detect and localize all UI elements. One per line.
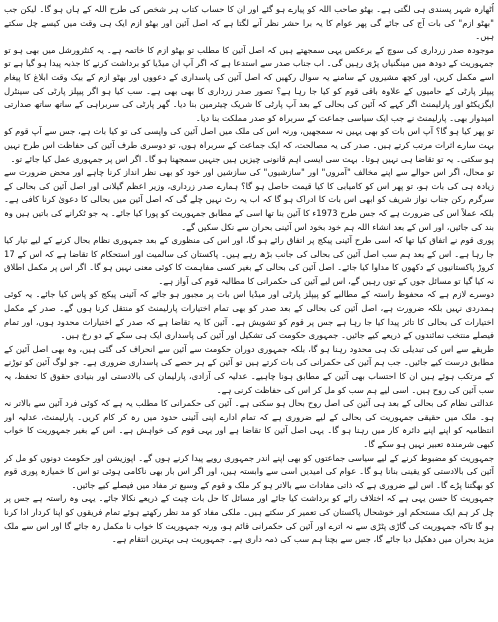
article-paragraph: اُٹھارہ شہر پسندی ہی لگتی ہے۔ بھٹو صاحب اللہ کو پیارے ہو گئے اور ان کا حساب کتاب ہر شخص کی طرح اللہ کے ہاں ہو گا۔ لیکن جب "بھٹو ازم" کی بات آج کی جائے گی پھر عوام کا یہ برا حشر نظر آنے لگتا ہے کہ اصل آئین اور بھٹو ازم ایک ہی وقت میں کیسے چل سکتے ہیں۔ xyxy=(4,4,494,42)
article-paragraph: تو محال، اگر اس حوالے سے اپنے مخالف "آمروں" اور "سازشیوں" کی سازشیں اور خود کو بھی نظر انداز کرنا چاہے اور محض ضرورت سے زیادہ ہی کی بات ہو، تو پھر اس کو کامیابی کا کیا قیمت حاصل ہو گا؟ ہمارے صدر زرداری، وزیر اعظم گیلانی اور اصل آئین کی بحالی کے سرگرم رکن جناب نواز شریف کو ابھی اس بات کا ادراک ہو گا کہ اب یہ رٹ نہیں چلے گی کہ اصل آئین میں بحالی کا دعویٰ کرنا کافی ہے۔ بلکہ عملاً اس کی ضرورت ہے کہ جس طرح 1973ء کا آئین بنا تھا اسی کے مطابق جمہوریت کو پورا کیا جائے۔ یہ جو ٹکرانے کی باتیں ہیں وہ بند کی جائیں، اور اس کے بعد انشاء اللہ ہم خود بخود اس آئینی بحران سے نکل سکیں گے۔ xyxy=(4,167,494,232)
article-paragraph: موجودہ صدر زرداری کی سوچ کے برعکس یہی سمجھتے ہیں کہ اصل آئین کا مطلب تو بھٹو ازم کا خاتمہ ہے۔ یہ کنٹرورشل میں بھی ہو تو جمہوریت کے دودھ میں مینگنیاں پڑی رہیں گی۔ اب جناب صدر سے استدعا ہے کہ اگر آپ ان میڈیا کو برداشت کرنے کا جذبہ پیدا ہو گیا ہے تو اسے مکمل کریں، اور کچھ مشیروں کے سامنے یہ سوال رکھیں کہ اصل آئین کی پاسداری کے دعووں اور بھٹو ازم کے بیک وقت ابلاغ کا پیغام پیپلز پارٹی کے حامیوں کے علاوہ باقی قوم کو کیا جا رہا ہے؟ تصور صدر زرداری کا بھی بھی ہے۔ سب کیا ہو اگر پیپلز پارٹی کی سینٹرل ایگزیکٹو اور پارلیمنٹ اگر کہے کہ آئین کی بحالی کے بعد آپ پارٹی کا شریک چیئرمین بنا دیا۔ گھر پارٹی کی سربراہی کے ساتھ ساتھ صدارتی امیدوار بھی۔ پارلیمنٹ نے جب ایک سیاسی جماعت کے سربراہ کو صدر مملکت بنا دیا۔ xyxy=(4,44,494,123)
article-paragraph: جمہوریت کو مضبوط کرنے کے لیے سیاسی جماعتوں کو بھی اپنے اندر جمہوری رویے پیدا کرنے ہوں گے۔ اپوزیشن اور حکومت دونوں کو مل کر آئین کی بالادستی کو یقینی بنانا ہو گا۔ عوام کی امیدیں اسی سے وابستہ ہیں، اور اگر اس بار بھی ناکامی ہوئی تو اس کا خمیازہ پوری قوم کو بھگتنا پڑے گا۔ اس لیے ضروری ہے کہ ذاتی مفادات سے بالاتر ہو کر ملک و قوم کے وسیع تر مفاد میں فیصلے کیے جائیں۔ xyxy=(4,452,494,490)
article-body xyxy=(4,3,494,547)
newspaper-column xyxy=(4,3,494,619)
article-paragraph: طریقے سے اس کی تبدیلی تک ہی محدود رہنا ہو گا، بلکہ جمہوری دوران حکومت سے آئین سے انحراف کی گئی ہیں، وہ بھی اصل آئین کے مطابق درست کیے جائیں۔ جب ہم آئین کی حکمرانی کی بات کرتے ہیں تو آئین کے ہر حصے کی پاسداری ضروری ہے۔ جو لوگ آئین کو توڑنے کے مرتکب ہوئے ہیں ان کا احتساب بھی آئین کے مطابق ہونا چاہیے۔ عدلیہ کی آزادی، پارلیمان کی بالادستی اور بنیادی حقوق کا تحفظ، یہ سب آئین کی روح ہیں۔ اسی لیے ہم سب کو مل کر اس کی حفاظت کرنی ہے۔ xyxy=(4,343,494,395)
article-paragraph: جمہوریت کا حسن یہی ہے کہ اختلاف رائے کو برداشت کیا جائے اور مسائل کا حل بات چیت کے ذریعے نکالا جائے۔ یہی وہ راستہ ہے جس پر چل کر ہم ایک مستحکم اور خوشحال پاکستان کی تعمیر کر سکتے ہیں۔ ملکی مفاد کو مد نظر رکھتے ہوئے تمام فریقوں کو اپنا کردار ادا کرنا ہو گا تاکہ جمہوریت کی گاڑی پٹڑی سے نہ اترے اور آئین کی حکمرانی قائم ہو، ورنہ جمہوریت کا خواب نا مکمل رہ جائے گا اور اس سے ملک مزید بحران میں دھکیل دیا جائے گا، جس سے بچنا ہم سب کی ذمہ داری ہے۔ جمہوریت ہی بہترین انتقام ہے۔ xyxy=(4,493,494,545)
article-paragraph: پوری قوم نے اتفاق کیا تھا کہ اسی طرح آئینی پیکج پر اتفاق رائے ہو گا، اور اس کی منظوری کے بعد جمہوری نظام بحال کرنے کے لیے تیار کیا جا رہا ہے۔ اس کے بعد ہم سب اصل آئین کی بحالی کی جانب بڑھ رہے ہیں۔ پاکستان کی سالمیت اور استحکام کا تقاضا ہے کہ اس کے 17 کروڑ پاکستانیوں کے دکھوں کا مداوا کیا جائے۔ اصل آئین کی بحالی کے بغیر کسی مفاہمت کا کوئی معنی نہیں ہو گا۔ اگر اس پر مکمل اطلاق نہ کیا گیا تو مسائل جوں کے توں رہیں گے، اس لیے آئین کی حکمرانی کا مطالبہ قوم کی آواز ہے۔ xyxy=(4,235,494,286)
article-paragraph: دوسرے لازم ہے کہ محفوظ راستہ کے مطالبے کو پیپلز پارٹی اور میڈیا اس بات پر مجبور ہو جائے کہ آئینی پیکج کو پاس کیا جائے۔ یہ کوئی ہمدردی نہیں بلکہ ضرورت ہے، اصل آئین کی بحالی کے بعد صدر کو بھی تمام اختیارات پارلیمنٹ کو منتقل کرنا ہوں گے۔ صدر کے مکمل اختیارات کی بحالی کا تاثر پیدا کیا جا رہا ہے جس پر قوم کو تشویش ہے۔ آئین کا یہ تقاضا ہے کہ صدر کے اختیارات محدود ہوں، اور تمام فیصلے منتخب نمائندوں کے ذریعے کیے جائیں۔ جمہوری حکومت کی تشکیل اور آئین کی پاسداری ایک ہی سکے کے دو رخ ہیں۔ xyxy=(4,289,494,341)
article-paragraph: عدالتی نظام کی بحالی کے بعد ہی آئین کی اصل روح بحال ہو سکتی ہے۔ آئین کی حکمرانی کا مطلب یہ ہے کہ کوئی فرد آئین سے بالاتر نہ ہو۔ ملک میں حقیقی جمہوریت کی بحالی کے لیے ضروری ہے کہ تمام ادارے اپنی آئینی حدود میں رہ کر کام کریں۔ پارلیمنٹ، عدلیہ اور انتظامیہ کو اپنے اپنے دائرہ کار میں رہنا ہو گا۔ یہی اصل آئین کا تقاضا ہے اور یہی قوم کی خواہش ہے۔ اس کے بغیر جمہوریت کا خواب کبھی شرمندہ تعبیر نہیں ہو سکے گا۔ xyxy=(4,398,494,449)
article-paragraph: تو پھر کیا ہو گا؟ آپ اس بات کو بھی یہیں نہ سمجھیں، ورنہ اس کی ملک میں اصل آئین کی واپسی کی تو کیا بات ہے، جس سے آپ قوم کو بہت سارے اثرات مرتب کرتے ہیں۔ صدر کی یہ مصالحت، کہ ایک جماعت کے سربراہ ہوں، تو دوسری طرف آئین کی حفاظت اس طرح نہیں ہو سکتی۔ یہ تو تقاضا ہی نہیں ہوتا۔ بہت سی ایسی اہم قانونی چیزیں ہیں جنہیں سمجھنا ہو گا۔ اگر اس پر جمہوری عمل کیا جائے تو۔ xyxy=(4,126,494,164)
